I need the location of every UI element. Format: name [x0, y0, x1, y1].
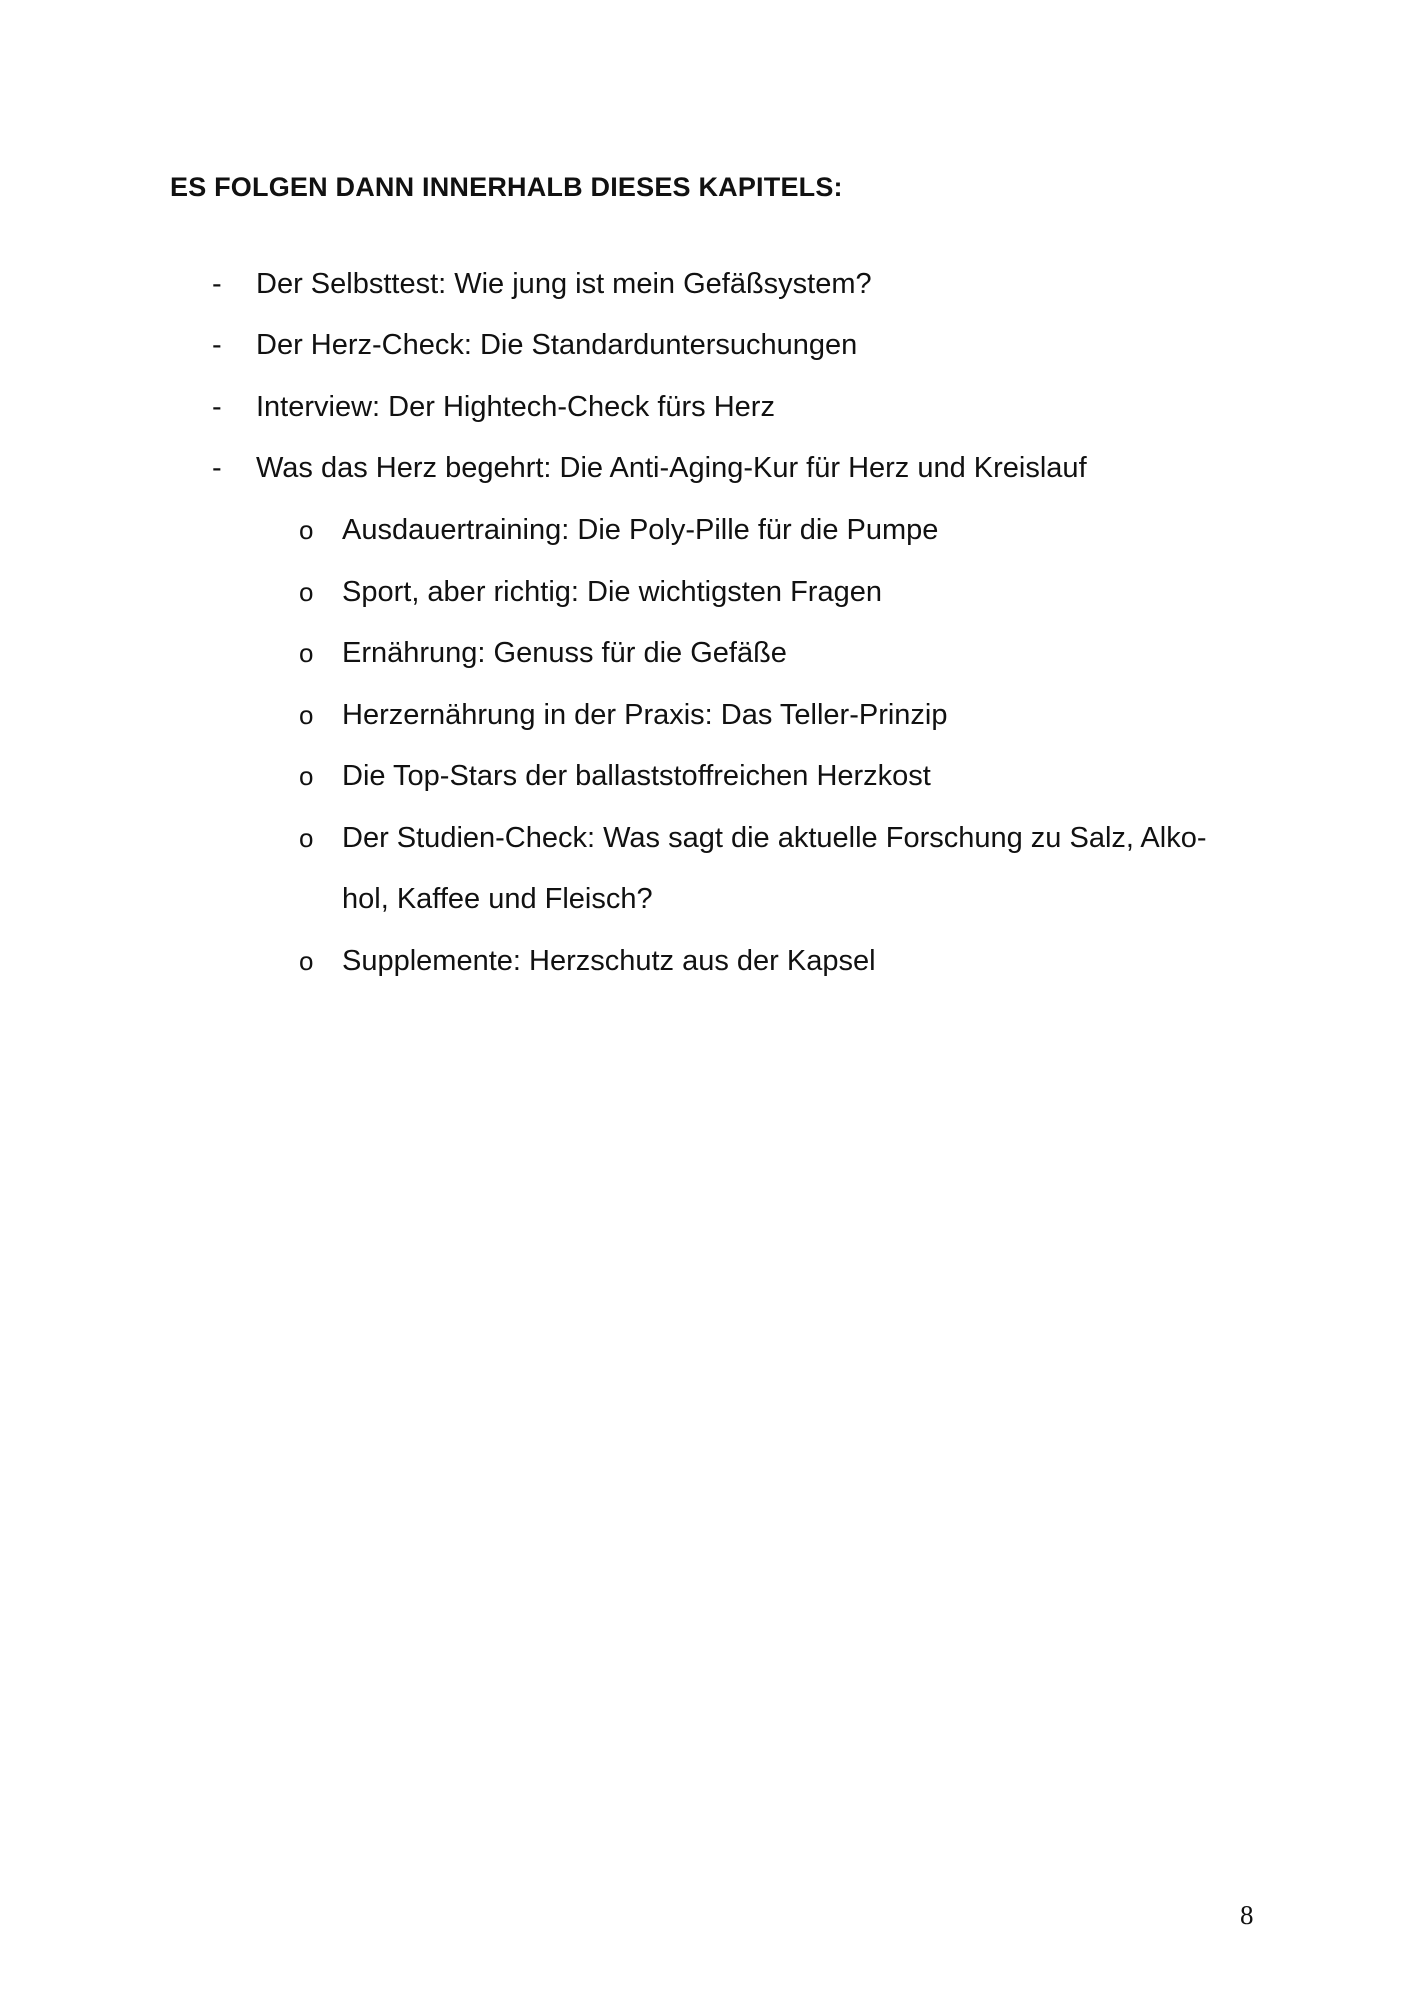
sub-list-item-text: Ausdauertraining: Die Poly-Pille für die Pumpe — [342, 514, 939, 546]
section-heading: ES FOLGEN DANN INNERHALB DIESES KAPITELS: — [170, 172, 843, 202]
sub-list-item-text: Supplemente: Herzschutz aus der Kapsel — [342, 945, 876, 977]
sub-list-item-text: Ernährung: Genuss für die Gefäße — [342, 637, 787, 669]
circle-bullet-icon: o — [299, 638, 314, 668]
list-item-text: Interview: Der Hightech-Check fürs Herz — [256, 391, 775, 423]
circle-bullet-icon: o — [299, 761, 314, 791]
page-number: 8 — [1240, 1900, 1254, 1930]
sub-list-item-text-continuation: hol, Kaffee und Fleisch? — [342, 883, 653, 915]
circle-bullet-icon: o — [299, 577, 314, 607]
circle-bullet-icon: o — [299, 823, 314, 853]
circle-bullet-icon: o — [299, 946, 314, 976]
sub-list-item-text: Sport, aber richtig: Die wichtigsten Fragen — [342, 576, 882, 608]
sub-list-item-text: Herzernährung in der Praxis: Das Teller-Prinzip — [342, 699, 948, 731]
circle-bullet-icon: o — [299, 515, 314, 545]
list-item-text: Was das Herz begehrt: Die Anti-Aging-Kur für Herz und Kreislauf — [256, 452, 1087, 484]
list-item-text: Der Herz-Check: Die Standarduntersuchungen — [256, 329, 858, 361]
dash-bullet: - — [212, 268, 222, 300]
dash-bullet: - — [212, 391, 222, 423]
dash-bullet: - — [212, 452, 222, 484]
list-item-text: Der Selbsttest: Wie jung ist mein Gefäßsystem? — [256, 268, 872, 300]
sub-list-item-text: Der Studien-Check: Was sagt die aktuelle Forschung zu Salz, Alko- — [342, 822, 1207, 854]
dash-bullet: - — [212, 329, 222, 361]
circle-bullet-icon: o — [299, 700, 314, 730]
sub-list-item-text: Die Top-Stars der ballaststoffreichen Herzkost — [342, 760, 931, 792]
